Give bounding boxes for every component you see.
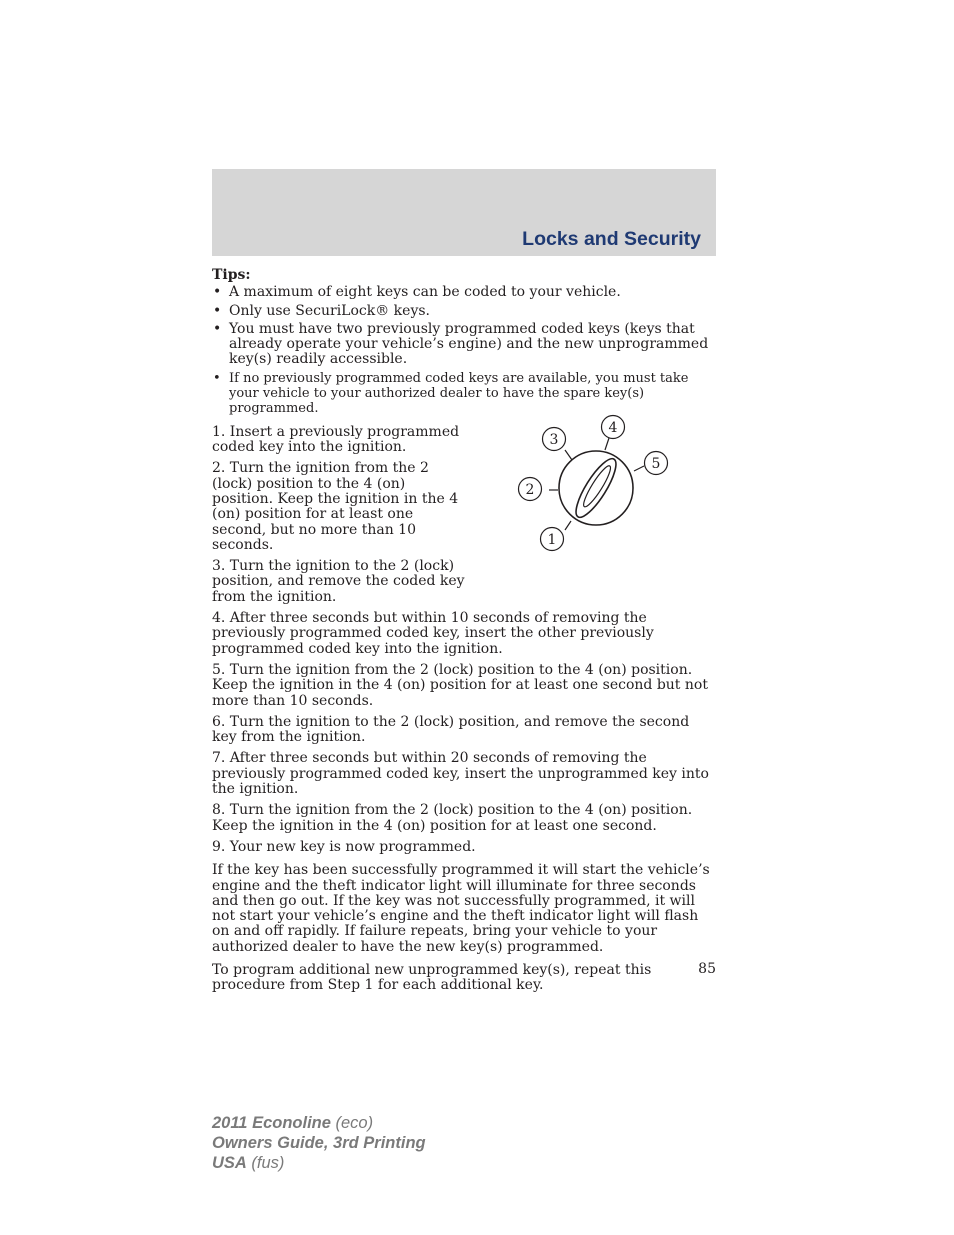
callout-1-label: 1 (547, 532, 557, 548)
step-1: 1. Insert a previously programmed coded key into the ignition. (212, 423, 460, 456)
footer-market: USA (212, 1154, 247, 1172)
footer-market-code: (fus) (246, 1154, 285, 1172)
footer-edition (212, 1113, 426, 1173)
callout-2 (519, 478, 542, 501)
callout-3-label: 3 (549, 432, 559, 448)
tip-item: • If no previously programmed coded keys are available, you must take your vehicle to your authorized dealer to have the spare key(s) programmed. (212, 371, 718, 416)
tick-position-5 (634, 466, 644, 471)
step-8: 8. Turn the ignition from the 2 (lock) position to the 4 (on) position. Keep the ignition in the 4 (on) position for at least one second. (212, 802, 693, 834)
tick-position-1 (565, 521, 571, 530)
step-7: 7. After three seconds but within 20 seconds of removing the previously programmed coded key, insert the unprogrammed key into the ignition. (212, 750, 709, 798)
section-header-band (212, 169, 716, 256)
callout-1 (541, 528, 564, 551)
page-number: 85 (698, 961, 716, 977)
callout-4 (602, 416, 625, 439)
callout-2-label: 2 (525, 482, 535, 498)
tip-item: • Only use SecuriLock® keys. (212, 304, 718, 319)
page-content (212, 268, 718, 1000)
footer-line-2 (212, 1133, 426, 1153)
ignition-diagram (508, 408, 688, 563)
step-3: 3. Turn the ignition to the 2 (lock) position, and remove the coded key from the ignition. (212, 558, 465, 605)
tick-position-4 (605, 438, 609, 450)
step-6: 6. Turn the ignition to the 2 (lock) position, and remove the second key from the ignition. (212, 713, 690, 746)
tip-item: • A maximum of eight keys can be coded to your vehicle. (212, 285, 718, 300)
callout-5-label: 5 (651, 456, 661, 472)
step-9: 9. Your new key is now programmed. (212, 838, 476, 855)
tips-list (212, 285, 718, 415)
footer-line-3 (212, 1153, 426, 1173)
steps-beside-diagram (212, 425, 466, 605)
footer-line-1 (212, 1113, 426, 1133)
result-paragraph: If the key has been successfully programmed it will start the vehicle’s engine and the theft indicator light will illuminate for three seconds and then go out. If the key was not successfully programmed, it will not start your vehicle’s engine and the theft indicator light will flash on and off rapidly. If failure repeats, bring your vehicle to your authorized dealer to have the new key(s) programmed. (212, 862, 710, 955)
step-4: 4. After three seconds but within 10 seconds of removing the previously programmed coded key, insert the other previously programmed coded key into the ignition. (212, 610, 654, 657)
footer-printing: Owners Guide, 3rd Printing (212, 1134, 426, 1152)
callout-5 (645, 452, 668, 475)
tips-label: Tips: (212, 267, 251, 283)
step-2: 2. Turn the ignition from the 2 (lock) position to the 4 (on) position. Keep the ignition in the 4 (on) position for at least one second, but no more than 10 seconds. (212, 460, 459, 553)
callout-4-label: 4 (608, 420, 618, 436)
step-5: 5. Turn the ignition from the 2 (lock) position to the 4 (on) position. Keep the ignition in the 4 (on) position for at least one second but not more than 10 seconds. (212, 661, 708, 709)
footer-model-code: (eco) (330, 1114, 374, 1132)
callout-3 (543, 428, 566, 451)
tip-item: • You must have two previously programmed coded keys (keys that already operate your vehicle’s engine) and the new unprogrammed key(s) readily accessible. (212, 322, 718, 368)
section-title: Locks and Security (522, 228, 701, 250)
tick-position-3 (565, 450, 572, 460)
footer-model: 2011 Econoline (212, 1114, 331, 1132)
additional-keys-paragraph: To program additional new unprogrammed key(s), repeat this procedure from Step 1 for each additional key. (212, 961, 652, 994)
